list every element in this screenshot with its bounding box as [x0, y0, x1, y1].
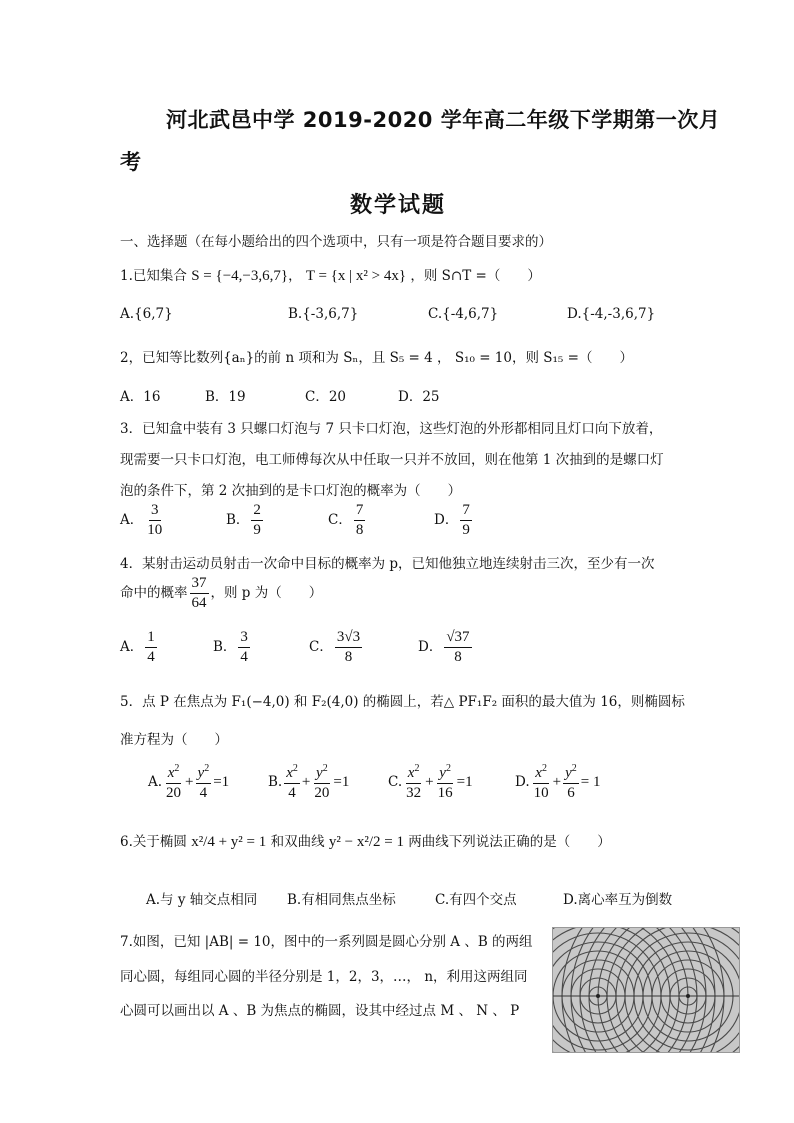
- q1-option-b: B.{-3,6,7}: [288, 306, 359, 322]
- q1-option-a: A.{6,7}: [120, 306, 173, 322]
- question-7-line1: 7.如图，已知 |AB| = 10，图中的一系列圆是圆心分别 A 、B 的两组: [120, 934, 533, 950]
- q5-option-a: A. $\frac{x^2}{20}$ + $\frac{y^2}{4}$ =1: [148, 763, 230, 801]
- q2-option-b: B．19: [205, 389, 246, 405]
- question-2: 2，已知等比数列{aₙ}的前 n 项和为 Sₙ，且 S₅ = 4 ， S₁₀ = 10，则 S₁₅ =（ ）: [120, 350, 633, 366]
- question-1: 1.已知集合 S = {−4,−3,6,7}， T = {x | x² > 4x} ，则 S∩T =（ ）: [120, 268, 541, 284]
- exam-title-line2: 考: [120, 150, 142, 174]
- question-3-line2: 现需要一只卡口灯泡，电工师傅每次从中任取一只并不放回，则在他第 1 次抽到的是螺口灯: [120, 452, 664, 468]
- q4-option-d: D． $\frac{√37}{8}$: [418, 629, 470, 665]
- q2-option-d: D．25: [398, 389, 440, 405]
- q3-option-a: A． $\frac{3}{10}$: [120, 502, 163, 538]
- q2-option-a: A．16: [120, 389, 161, 405]
- q1-set-t: T = {x | x² > 4x}: [305, 268, 407, 284]
- q4-option-c: C． $\frac{3√3}{8}$: [309, 629, 361, 665]
- concentric-circles-image: [553, 928, 739, 1052]
- section-heading: 一、选择题（在每小题给出的四个选项中，只有一项是符合题目要求的）: [120, 234, 552, 250]
- question-5-line2: 准方程为（ ）: [120, 732, 228, 748]
- question-4-line2: 命中的概率 $\frac{37}{64}$ ，则 p 为（ ）: [120, 575, 323, 611]
- question-3-line3: 泡的条件下，第 2 次抽到的是卡口灯泡的概率为（ ）: [120, 483, 462, 499]
- q6-ellipse: x²/4 + y² = 1: [191, 834, 267, 850]
- q6-option-d: D.离心率互为倒数: [563, 892, 673, 908]
- exam-subtitle: 数学试题: [350, 193, 447, 218]
- question-5-line1: 5．点 P 在焦点为 F₁(−4,0) 和 F₂(4,0) 的椭圆上，若△ PF₁F₂ 面积的最大值为 16，则椭圆标: [120, 694, 685, 710]
- exam-title-line1: 河北武邑中学 2019-2020 学年高二年级下学期第一次月: [166, 108, 721, 132]
- q1-suffix: ，则 S∩T =（ ）: [410, 268, 541, 284]
- q4-option-b: B． $\frac{3}{4}$: [213, 629, 248, 665]
- q1-option-c: C.{-4,6,7}: [428, 306, 499, 322]
- q3-option-d: D． $\frac{7}{9}$: [434, 502, 470, 538]
- question-7-line2: 同心圆，每组同心圆的半径分别是 1，2，3，…， n，利用这两组同: [120, 969, 528, 985]
- q6-option-c: C.有四个交点: [435, 892, 517, 908]
- q5-option-d: D. $\frac{x^2}{10}$ + $\frac{y^2}{6}$ = 1: [515, 763, 601, 801]
- q1-option-d: D.{-4,-3,6,7}: [567, 306, 656, 322]
- question-6: 6.关于椭圆 x²/4 + y² = 1 和双曲线 y² − x²/2 = 1 两曲线下列说法正确的是（ ）: [120, 834, 611, 850]
- q3-option-c: C． $\frac{7}{8}$: [328, 502, 364, 538]
- concentric-circles-figure: [552, 927, 740, 1053]
- q4-option-a: A． $\frac{1}{4}$: [120, 629, 155, 665]
- question-7-line3: 心圆可以画出以 A 、B 为焦点的椭圆，设其中经过点 M 、 N 、 P: [120, 1003, 520, 1019]
- q2-option-c: C．20: [305, 389, 347, 405]
- q3-option-b: B． $\frac{2}{9}$: [226, 502, 261, 538]
- q5-option-c: C. $\frac{x^2}{32}$ + $\frac{y^2}{16}$ =1: [388, 763, 473, 801]
- question-3-line1: 3．已知盒中装有 3 只螺口灯泡与 7 只卡口灯泡，这些灯泡的外形都相同且灯口向下放着，: [120, 421, 663, 437]
- q1-prefix: 1.已知集合: [120, 268, 187, 284]
- question-4-line1: 4．某射击运动员射击一次命中目标的概率为 p，已知他独立地连续射击三次，至少有一次: [120, 556, 655, 572]
- q6-option-a: A.与 y 轴交点相同: [146, 892, 258, 908]
- q6-option-b: B.有相同焦点坐标: [287, 892, 396, 908]
- q1-set-s: S = {−4,−3,6,7}: [191, 268, 289, 284]
- q6-hyperbola: y² − x²/2 = 1: [328, 834, 404, 850]
- q5-option-b: B. $\frac{x^2}{4}$ + $\frac{y^2}{20}$ =1: [268, 763, 350, 801]
